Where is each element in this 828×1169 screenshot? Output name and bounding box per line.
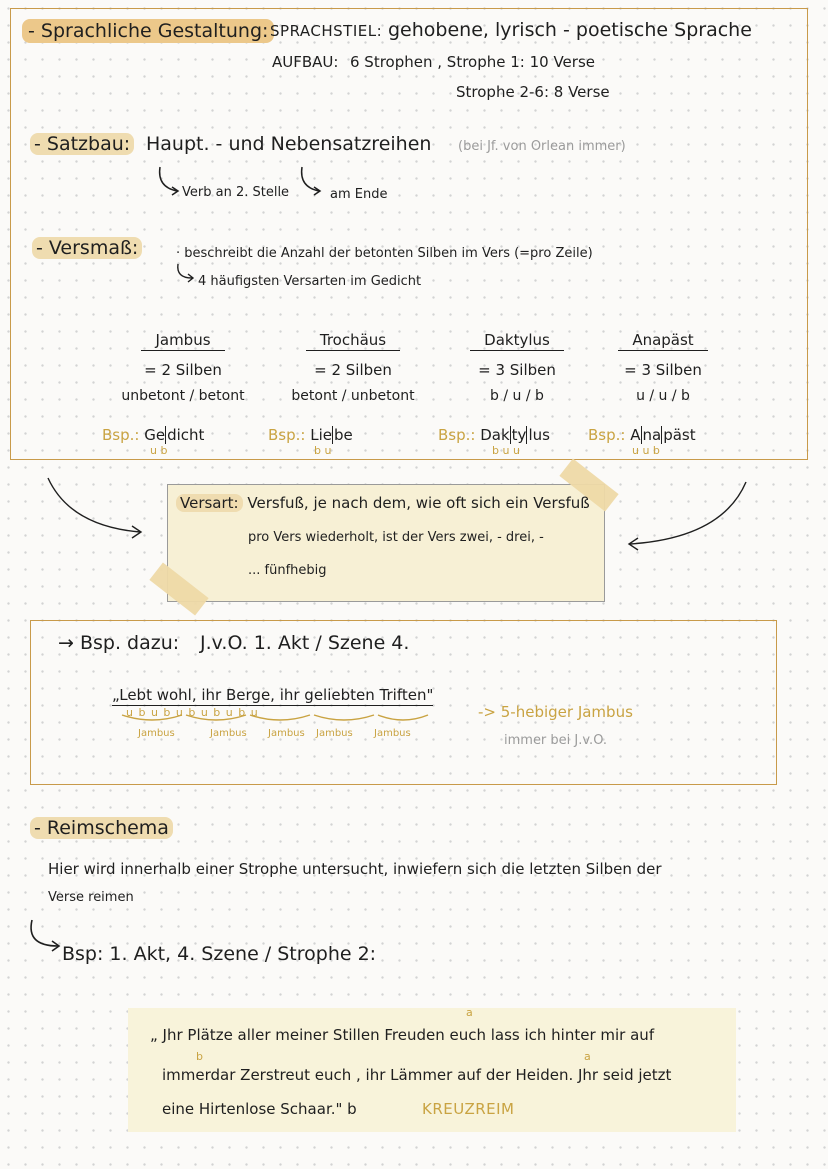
beispiel-result-note: immer bei J.v.O. — [504, 733, 608, 748]
bsp-anapaest: Bsp.: A na päst — [588, 426, 696, 444]
heading-reimschema: - Reimschema — [30, 817, 173, 839]
reimschema-quote-3: eine Hirtenlose Schaar." b — [162, 1100, 357, 1118]
versart-line-3: ... fünfhebig — [248, 563, 327, 578]
bsp-jambus: Bsp.: Ge dicht — [102, 426, 205, 444]
heading-versmass: - Versmaß: — [32, 237, 142, 259]
rhyme-mark-a: a — [466, 1006, 473, 1019]
beispiel-label: → Bsp. dazu: — [58, 632, 180, 654]
feet-labels: Jambus Jambus Jambus Jambus Jambus — [138, 728, 411, 739]
stress-marks: u u b — [632, 444, 660, 457]
beispiel-result: -> 5-hebiger Jambus — [478, 703, 633, 721]
stress-marks: b u — [314, 444, 332, 457]
sprachstiel-label: SPRACHSTIEL: — [270, 22, 383, 40]
curved-arrow-icon — [622, 478, 752, 550]
versmass-line-1: · beschreibt die Anzahl der betonten Silben im Vers (=pro Zeile) — [176, 246, 593, 261]
rhyme-mark-a: a — [584, 1050, 591, 1063]
stress-marks: u b u b u b u b u b u — [126, 706, 259, 719]
heading-satzbau: - Satzbau: — [30, 133, 134, 155]
stress-marks: u b — [150, 444, 168, 457]
kreuzreim-tag: KREUZREIM — [422, 1100, 515, 1118]
versart-line-1: Versart: Versfuß, je nach dem, wie oft sich ein Versfuß — [176, 494, 590, 512]
sprachstiel-value: gehobene, lyrisch - poetische Sprache — [388, 19, 752, 41]
aufbau-value: 6 Strophen , Strophe 1: 10 Verse — [350, 53, 595, 71]
beispiel-quote: „Lebt wohl, ihr Berge, ihr geliebten Triften" — [112, 686, 434, 704]
versart-column-daktylus: Daktylus = 3 Silben b / u / b — [442, 330, 592, 404]
versart-column-trochaeus: Trochäus = 2 Silben betont / unbetont — [291, 331, 415, 404]
reimschema-bsp: Bsp: 1. Akt, 4. Szene / Strophe 2: — [62, 943, 377, 965]
stress-marks: b u u — [492, 444, 520, 457]
brace-marks — [118, 712, 438, 726]
versart-line-2: pro Vers wiederholt, ist der Vers zwei, - drei, - — [248, 530, 544, 545]
heading-sprachliche-gestaltung: - Sprachliche Gestaltung: — [22, 20, 274, 42]
hook-arrow-icon — [174, 262, 198, 284]
bsp-daktylus: Bsp.: Dak ty lus — [438, 426, 550, 444]
satzbau-text: Haupt. - und Nebensatzreihen — [146, 133, 432, 155]
hook-arrow-icon — [24, 918, 64, 956]
aufbau-value-2: Strophe 2-6: 8 Verse — [456, 83, 610, 101]
reimschema-text-2: Verse reimen — [48, 890, 134, 905]
satzbau-sub-1: Verb an 2. Stelle — [182, 185, 290, 200]
rhyme-mark-b: b — [196, 1050, 203, 1063]
versart-column-anapaest: Anapäst = 3 Silben u / u / b — [588, 330, 738, 404]
satzbau-note: (bei Jf. von Orlean immer) — [458, 139, 626, 154]
curved-arrow-icon — [40, 474, 150, 544]
hook-arrow-icon — [297, 165, 327, 197]
reimschema-quote-1: „ Jhr Plätze aller meiner Stillen Freuden euch lass ich hinter mir auf — [150, 1026, 655, 1044]
beispiel-ref: J.v.O. 1. Akt / Szene 4. — [200, 632, 410, 654]
versart-column-jambus: Jambus = 2 Silben unbetont / betont — [121, 331, 245, 404]
versmass-line-2: 4 häufigsten Versarten im Gedicht — [198, 274, 422, 289]
bsp-trochaeus: Bsp.: Lie be — [268, 426, 353, 444]
reimschema-quote-2: immerdar Zerstreut euch , ihr Lämmer auf der Heiden. Jhr seid jetzt — [162, 1066, 672, 1084]
hook-arrow-icon — [155, 165, 185, 197]
aufbau-label: AUFBAU: — [272, 53, 339, 71]
satzbau-sub-2: am Ende — [330, 187, 388, 202]
reimschema-text-1: Hier wird innerhalb einer Strophe untersucht, inwiefern sich die letzten Silben der — [48, 860, 662, 878]
